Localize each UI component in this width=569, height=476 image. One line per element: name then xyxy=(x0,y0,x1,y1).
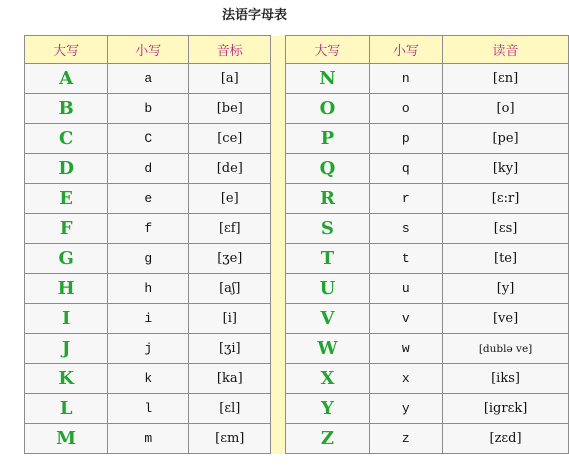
letter-upper: I xyxy=(25,304,108,334)
column-separator xyxy=(271,334,286,364)
letter-lower: j xyxy=(108,334,189,364)
header-lower-right: 小写 xyxy=(369,36,443,64)
letter-upper: U xyxy=(286,274,369,304)
letter-upper: E xyxy=(25,184,108,214)
letter-reading: [o] xyxy=(443,94,569,124)
letter-lower: m xyxy=(108,424,189,454)
table-row xyxy=(25,334,569,364)
letter-upper: H xyxy=(25,274,108,304)
letter-upper: F xyxy=(25,214,108,244)
letter-phonetic: [ka] xyxy=(189,364,271,394)
table-row xyxy=(25,244,569,274)
letter-reading: [y] xyxy=(443,274,569,304)
header-reading-right: 读音 xyxy=(443,36,569,64)
column-separator xyxy=(271,36,286,64)
table-row xyxy=(25,274,569,304)
column-separator xyxy=(271,394,286,424)
letter-lower: a xyxy=(108,64,189,94)
letter-lower: u xyxy=(369,274,443,304)
letter-lower: b xyxy=(108,94,189,124)
header-row xyxy=(25,36,569,64)
letter-lower: f xyxy=(108,214,189,244)
table-row xyxy=(25,154,569,184)
table-row xyxy=(25,124,569,154)
table-row xyxy=(25,424,569,454)
header-upper-left: 大写 xyxy=(25,36,108,64)
letter-upper: J xyxy=(25,334,108,364)
column-separator xyxy=(271,124,286,154)
letter-lower: e xyxy=(108,184,189,214)
letter-reading: [zɛd] xyxy=(443,424,569,454)
letter-lower: y xyxy=(369,394,443,424)
letter-upper: C xyxy=(25,124,108,154)
letter-phonetic: [i] xyxy=(189,304,271,334)
letter-phonetic: [e] xyxy=(189,184,271,214)
header-upper-right: 大写 xyxy=(286,36,369,64)
letter-lower: o xyxy=(369,94,443,124)
letter-reading: [ɛn] xyxy=(443,64,569,94)
letter-phonetic: [aʃ] xyxy=(189,274,271,304)
letter-lower: r xyxy=(369,184,443,214)
table-row xyxy=(25,64,569,94)
letter-upper: Y xyxy=(286,394,369,424)
letter-lower: g xyxy=(108,244,189,274)
letter-lower: w xyxy=(369,334,443,364)
letter-upper: Z xyxy=(286,424,369,454)
letter-lower: p xyxy=(369,124,443,154)
letter-upper: P xyxy=(286,124,369,154)
letter-upper: D xyxy=(25,154,108,184)
letter-upper: T xyxy=(286,244,369,274)
column-separator xyxy=(271,214,286,244)
letter-upper: Q xyxy=(286,154,369,184)
letter-upper: X xyxy=(286,364,369,394)
letter-reading: [ve] xyxy=(443,304,569,334)
alphabet-table xyxy=(24,35,569,454)
letter-lower: k xyxy=(108,364,189,394)
letter-lower: q xyxy=(369,154,443,184)
letter-phonetic: [be] xyxy=(189,94,271,124)
letter-phonetic: [de] xyxy=(189,154,271,184)
letter-lower: z xyxy=(369,424,443,454)
letter-reading: [igrɛk] xyxy=(443,394,569,424)
column-separator xyxy=(271,184,286,214)
letter-phonetic: [ɛm] xyxy=(189,424,271,454)
column-separator xyxy=(271,244,286,274)
table-row xyxy=(25,304,569,334)
letter-lower: h xyxy=(108,274,189,304)
letter-lower: n xyxy=(369,64,443,94)
letter-phonetic: [ɛf] xyxy=(189,214,271,244)
letter-upper: V xyxy=(286,304,369,334)
column-separator xyxy=(271,424,286,454)
column-separator xyxy=(271,94,286,124)
letter-upper: G xyxy=(25,244,108,274)
letter-reading: [iks] xyxy=(443,364,569,394)
letter-upper: L xyxy=(25,394,108,424)
letter-lower: d xyxy=(108,154,189,184)
letter-phonetic: [ʒi] xyxy=(189,334,271,364)
letter-upper: A xyxy=(25,64,108,94)
letter-phonetic: [ʒe] xyxy=(189,244,271,274)
letter-lower: t xyxy=(369,244,443,274)
page-title xyxy=(0,4,569,23)
column-separator xyxy=(271,64,286,94)
letter-lower: C xyxy=(108,124,189,154)
letter-upper: S xyxy=(286,214,369,244)
letter-phonetic: [a] xyxy=(189,64,271,94)
table-row xyxy=(25,214,569,244)
letter-lower: l xyxy=(108,394,189,424)
letter-upper: B xyxy=(25,94,108,124)
letter-phonetic: [ce] xyxy=(189,124,271,154)
letter-reading: [ky] xyxy=(443,154,569,184)
letter-reading: [ɛs] xyxy=(443,214,569,244)
page-title-text: 法语字母表 xyxy=(221,8,287,23)
letter-upper: O xyxy=(286,94,369,124)
table-row xyxy=(25,394,569,424)
letter-upper: M xyxy=(25,424,108,454)
letter-phonetic: [ɛl] xyxy=(189,394,271,424)
table-row xyxy=(25,364,569,394)
letter-reading: [te] xyxy=(443,244,569,274)
column-separator xyxy=(271,274,286,304)
column-separator xyxy=(271,154,286,184)
letter-lower: v xyxy=(369,304,443,334)
letter-reading: [pe] xyxy=(443,124,569,154)
letter-reading: [ɛ:r] xyxy=(443,184,569,214)
letter-upper: W xyxy=(286,334,369,364)
letter-reading: [dublə ve] xyxy=(443,334,569,364)
column-separator xyxy=(271,364,286,394)
letter-lower: i xyxy=(108,304,189,334)
column-separator xyxy=(271,304,286,334)
letter-upper: K xyxy=(25,364,108,394)
letter-lower: x xyxy=(369,364,443,394)
letter-lower: s xyxy=(369,214,443,244)
header-lower-left: 小写 xyxy=(108,36,189,64)
letter-upper: R xyxy=(286,184,369,214)
letter-upper: N xyxy=(286,64,369,94)
header-phonetic-left: 音标 xyxy=(189,36,271,64)
table-row xyxy=(25,184,569,214)
table-row xyxy=(25,94,569,124)
